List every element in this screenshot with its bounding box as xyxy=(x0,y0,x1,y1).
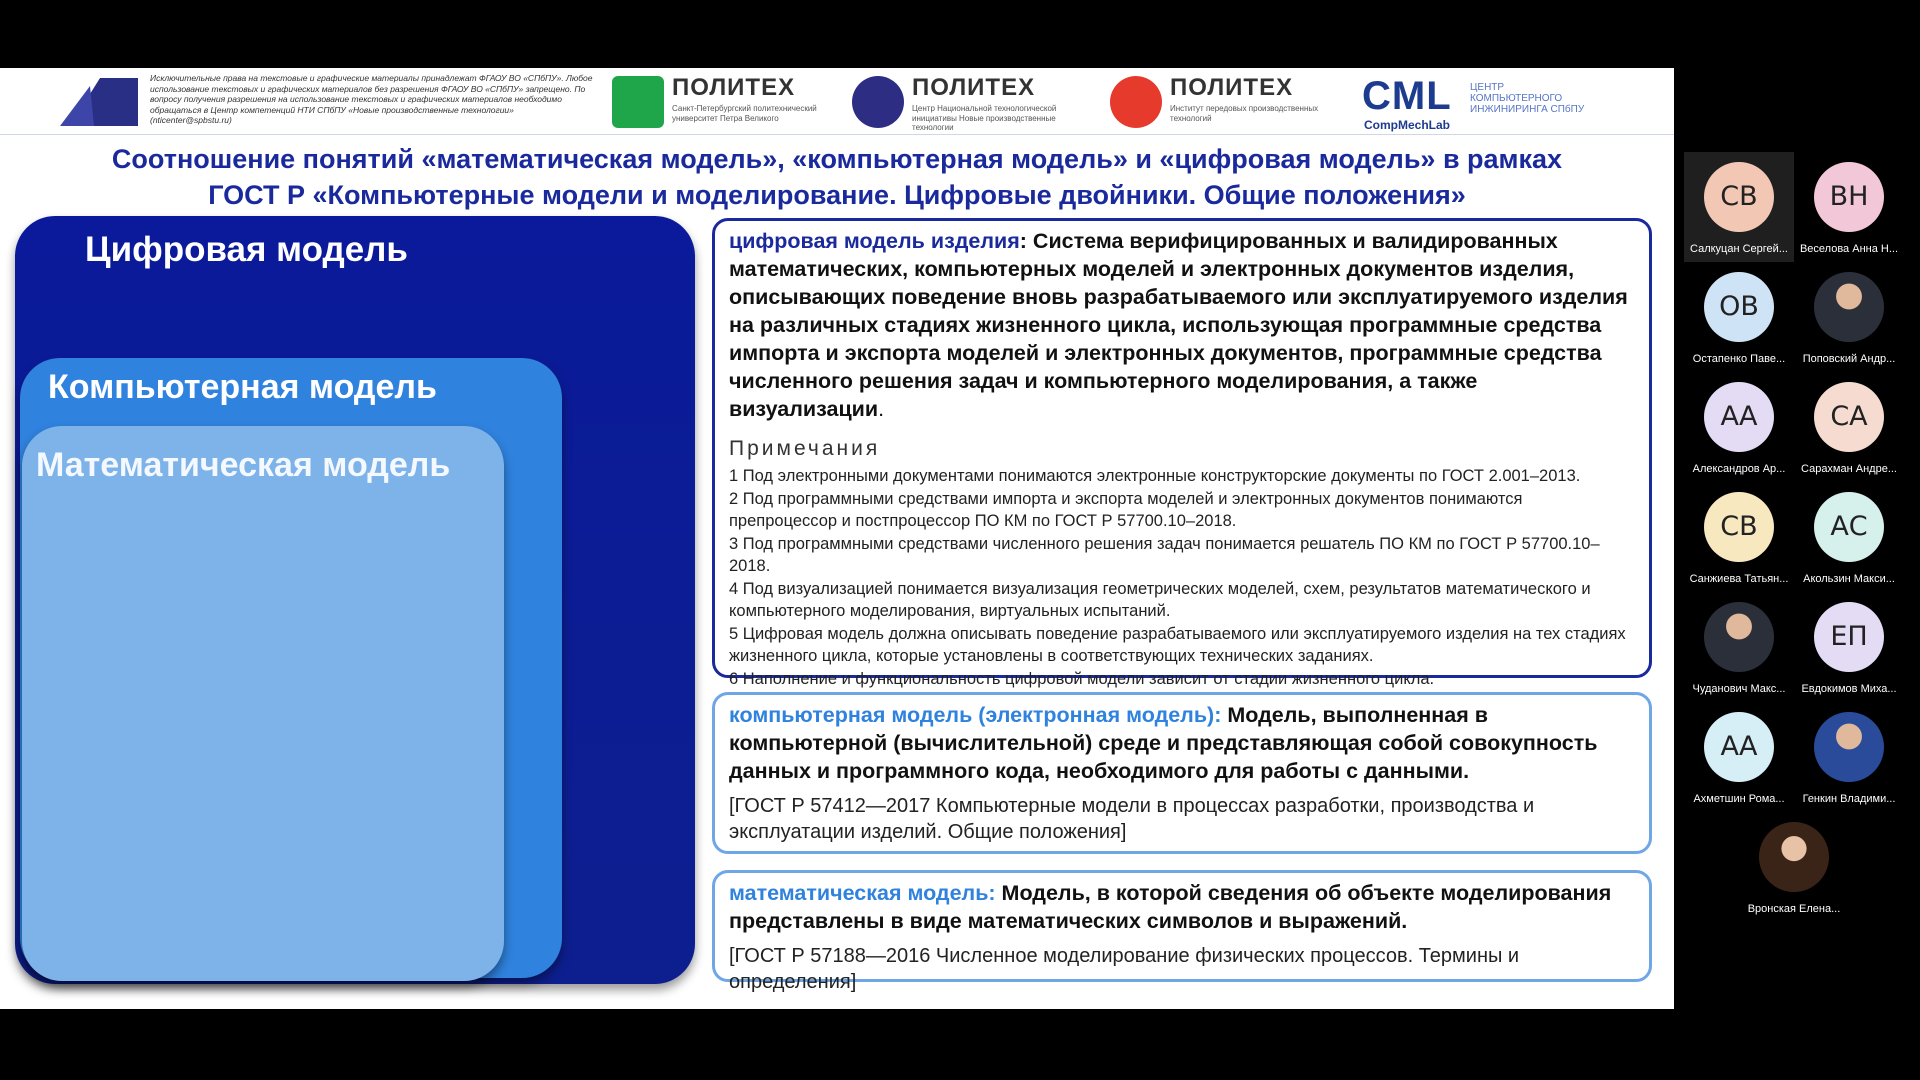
participant-name: Евдокимов Миха... xyxy=(1801,683,1897,695)
digital-model-definition: цифровая модель изделия: Система верифицированных и валидированных математических, компьютерных моделей и электронных документов изделия, описывающих поведение вновь разрабатываемого или эксплуатируемого изделия на различных стадиях жизненного цикла, использующая программные средства импорта и экспорта моделей и электронных документов, программные средства численного решения задач и компьютерного моделирования, а также визуализации. Примечания 1 Под электронными документами понимаются электронные конструкторские документы по ГОСТ 2.001–2013. 2 Под программными средствами импорта и экспорта моделей и электронных документов понимаются препроцессор и постпроцессор ПО КМ по ГОСТ Р 57700.10–2018. 3 Под программными средствами численного решения задач понимается решатель ПО КМ по ГОСТ Р 57700.10–2018. 4 Под визуализацией понимается визуализация геометрических моделей, схем, результатов математического и компьютерного моделирования, виртуальных испытаний. 5 Цифровая модель должна описывать поведение разрабатываемого или эксплуатируемого изделия на тех стадиях жизненного цикла, которые установлены в соответствующих технических заданиях. 6 Наполнение и функциональность цифровой модели зависит от стадии жизненного цикла. xyxy=(712,218,1652,678)
standard-reference: [ГОСТ Р 57412—2017 Компьютерные модели в процессах разработки, производства и эксплуатации изделий. Общие положения] xyxy=(729,795,1535,843)
definition-term: математическая модель: xyxy=(729,881,996,905)
participant-tile[interactable] xyxy=(1684,702,1794,812)
participant-tile[interactable] xyxy=(1684,262,1794,372)
participant-tile[interactable] xyxy=(1684,482,1794,592)
avatar xyxy=(1759,822,1829,892)
definition-term: цифровая модель изделия xyxy=(729,229,1020,253)
participant-name: Ахметшин Рома... xyxy=(1693,793,1785,805)
math-model-label: Математическая модель xyxy=(36,446,451,484)
notes-list xyxy=(729,465,1635,690)
participant-name: Александров Ар... xyxy=(1692,463,1786,475)
participant-name: Остапенко Паве... xyxy=(1692,353,1786,365)
polytech-nti-logo: ПОЛИТЕХ Центр Национальной технологической инициативы Новые производственные технологии xyxy=(852,74,1077,128)
participant-tile[interactable] xyxy=(1684,592,1794,702)
avatar: АА xyxy=(1704,712,1774,782)
math-model-definition: математическая модель: Модель, в которой сведения об объекте моделирования представлены в виде математических символов и выражений. [ГОСТ Р 57188—2016 Численное моделирование физических процессов. Термины и определения] xyxy=(712,870,1652,982)
participant-tile[interactable] xyxy=(1739,812,1849,922)
participant-tile[interactable] xyxy=(1794,482,1904,592)
computer-model-definition: компьютерная модель (электронная модель): Модель, выполненная в компьютерной (вычислительной) среде и представляющая собой совокупность данных и программного кода, необходимого для работы с данными. [ГОСТ Р 57412—2017 Компьютерные модели в процессах разработки, производства и эксплуатации изделий. Общие положения] xyxy=(712,692,1652,854)
globe-logo-icon xyxy=(1110,76,1162,128)
participant-tile[interactable] xyxy=(1794,262,1904,372)
participant-name: Санжиева Татьян... xyxy=(1689,573,1789,585)
computer-model-label: Компьютерная модель xyxy=(48,368,437,406)
polytech-university-logo: ПОЛИТЕХ Санкт-Петербургский политехнический университет Петра Великого xyxy=(612,74,822,128)
participant-name: Чуданович Макс... xyxy=(1692,683,1786,695)
participant-name: Генкин Владими... xyxy=(1802,793,1896,805)
definition-term: компьютерная модель (электронная модель): xyxy=(729,703,1222,727)
digital-model-label: Цифровая модель xyxy=(85,230,408,269)
participant-tile[interactable] xyxy=(1794,702,1904,812)
note-item: 1 Под электронными документами понимаются электронные конструкторские документы по ГОСТ 2.001–2013. xyxy=(729,467,1581,485)
avatar xyxy=(1814,712,1884,782)
participant-name: Сарахман Андре... xyxy=(1801,463,1897,475)
participant-name: Веселова Анна Н... xyxy=(1799,243,1899,255)
standard-reference: [ГОСТ Р 57188—2016 Численное моделирование физических процессов. Термины и определения] xyxy=(729,945,1520,993)
note-item: 3 Под программными средствами численного решения задач понимается решатель ПО КМ по ГОСТ Р 57700.10–2018. xyxy=(729,534,1600,575)
participant-name: Акользин Макси... xyxy=(1803,573,1895,585)
note-item: 4 Под визуализацией понимается визуализация геометрических моделей, схем, результатов математического и компьютерного моделирования, виртуальных испытаний. xyxy=(729,579,1591,620)
avatar: АА xyxy=(1704,382,1774,452)
participant-tile[interactable] xyxy=(1794,592,1904,702)
note-item: 5 Цифровая модель должна описывать поведение разрабатываемого или эксплуатируемого изделия на тех стадиях жизненного цикла, которые установлены в соответствующих технических заданиях. xyxy=(729,624,1626,665)
avatar: СВ xyxy=(1704,162,1774,232)
cml-logo: CML CompMechLab ЦЕНТР КОМПЬЮТЕРНОГО ИНЖИНИРИНГА СПбПУ xyxy=(1362,74,1585,132)
copyright-notice: Исключительные права на текстовые и графические материалы принадлежат ФГАОУ ВО «СПбПУ». Любое использование текстовых и графических материалов без разрешения ФГАОУ ВО «СПбПУ» запрещено. По вопросу получения разрешения на использование текстовых и графических материалов необходимо обращаться в Центр компетенций НТИ СПбПУ «Новые производственные технологии» (nticenter@spbstu.ru) xyxy=(150,73,593,125)
participant-tile[interactable] xyxy=(1794,152,1904,262)
national-projects-logo xyxy=(60,76,138,126)
avatar xyxy=(1704,602,1774,672)
note-item: 6 Наполнение и функциональность цифровой модели зависит от стадии жизненного цикла. xyxy=(729,669,1435,688)
participant-name: Салкуцан Сергей... xyxy=(1690,243,1788,255)
participant-tile[interactable] xyxy=(1794,372,1904,482)
polytech-institute-logo: ПОЛИТЕХ Институт передовых производственных технологий xyxy=(1110,74,1335,128)
participant-name: Поповский Андр... xyxy=(1802,353,1896,365)
pi-logo-icon xyxy=(612,76,664,128)
participant-name: Вронская Елена... xyxy=(1747,903,1841,915)
participant-tile[interactable] xyxy=(1684,372,1794,482)
shared-presentation-slide xyxy=(0,68,1674,1009)
nti-logo-icon xyxy=(852,76,904,128)
avatar: СА xyxy=(1814,382,1884,452)
avatar: СВ xyxy=(1704,492,1774,562)
logo-header-bar xyxy=(0,68,1674,135)
avatar: ЕП xyxy=(1814,602,1884,672)
notes-heading: Примечания xyxy=(729,437,881,460)
participant-tile[interactable] xyxy=(1684,152,1794,262)
note-item: 2 Под программными средствами импорта и экспорта моделей и электронных документов понимаются препроцессор и постпроцессор ПО КМ по ГОСТ Р 57700.10–2018. xyxy=(729,489,1523,530)
slide-title: Соотношение понятий «математическая модель», «компьютерная модель» и «цифровая модель» в рамках ГОСТ Р «Компьютерные модели и моделирование. Цифровые двойники. Общие положения» xyxy=(111,144,1563,210)
avatar: ВН xyxy=(1814,162,1884,232)
avatar: АС xyxy=(1814,492,1884,562)
avatar: ОВ xyxy=(1704,272,1774,342)
math-model-box xyxy=(22,426,504,981)
avatar xyxy=(1814,272,1884,342)
